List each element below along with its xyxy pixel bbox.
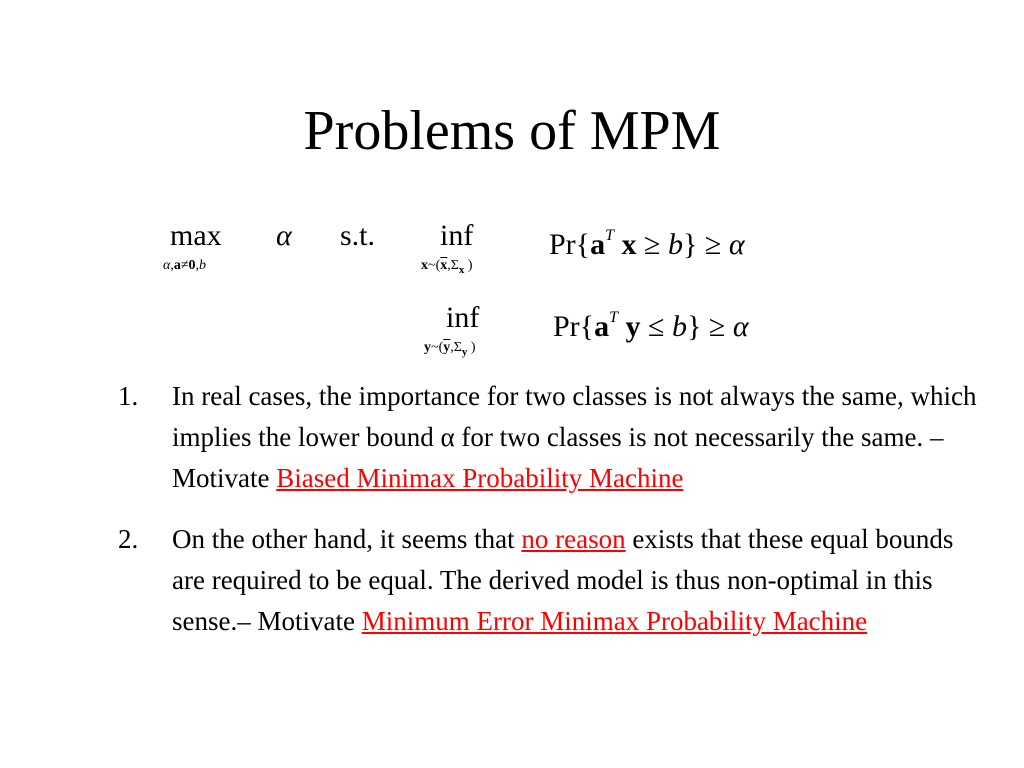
problems-list	[118, 376, 978, 662]
inf-subscript-2: $y\sim(\overline{y},\Sigma_y$ )	[424, 340, 476, 358]
max-subscript: α,a≠0,b	[163, 258, 207, 273]
inf-operator-2: inf	[446, 301, 480, 334]
list-text: On the other hand, it seems that	[172, 524, 522, 554]
no-reason-link[interactable]: no reason	[521, 524, 626, 554]
biased-mpm-link[interactable]: Biased Minimax Probability Machine	[276, 463, 684, 493]
list-text: In real cases, the importance for two classes is not always the same, which implies the lower bound α for two classes is not necessarily the same. – Motivate	[172, 381, 977, 493]
list-item	[118, 376, 978, 499]
slide-title: Problems of MPM	[303, 100, 721, 162]
max-operator: max	[170, 219, 222, 252]
list-text: exists that these equal bounds are required to be equal. The derived model is thus non-optimal in this sense.– Motivate	[172, 524, 954, 636]
minimum-error-mpm-link[interactable]: Minimum Error Minimax Probability Machine	[361, 606, 868, 636]
probability-constraint-1: $Pr\{a^T$ x ≥ b} ≥ α	[549, 227, 745, 261]
list-number: 2.	[118, 524, 139, 554]
subject-to: s.t.	[340, 219, 376, 252]
list-item	[118, 519, 978, 642]
inf-operator-1: inf	[440, 219, 474, 252]
list-number: 1.	[118, 381, 139, 411]
probability-constraint-2: $Pr\{a^T$ y ≤ b} ≥ α	[553, 309, 749, 343]
alpha-objective: α	[276, 219, 292, 252]
inf-subscript-1: $x\sim(\overline{x},\Sigma_x$ )	[421, 258, 473, 276]
